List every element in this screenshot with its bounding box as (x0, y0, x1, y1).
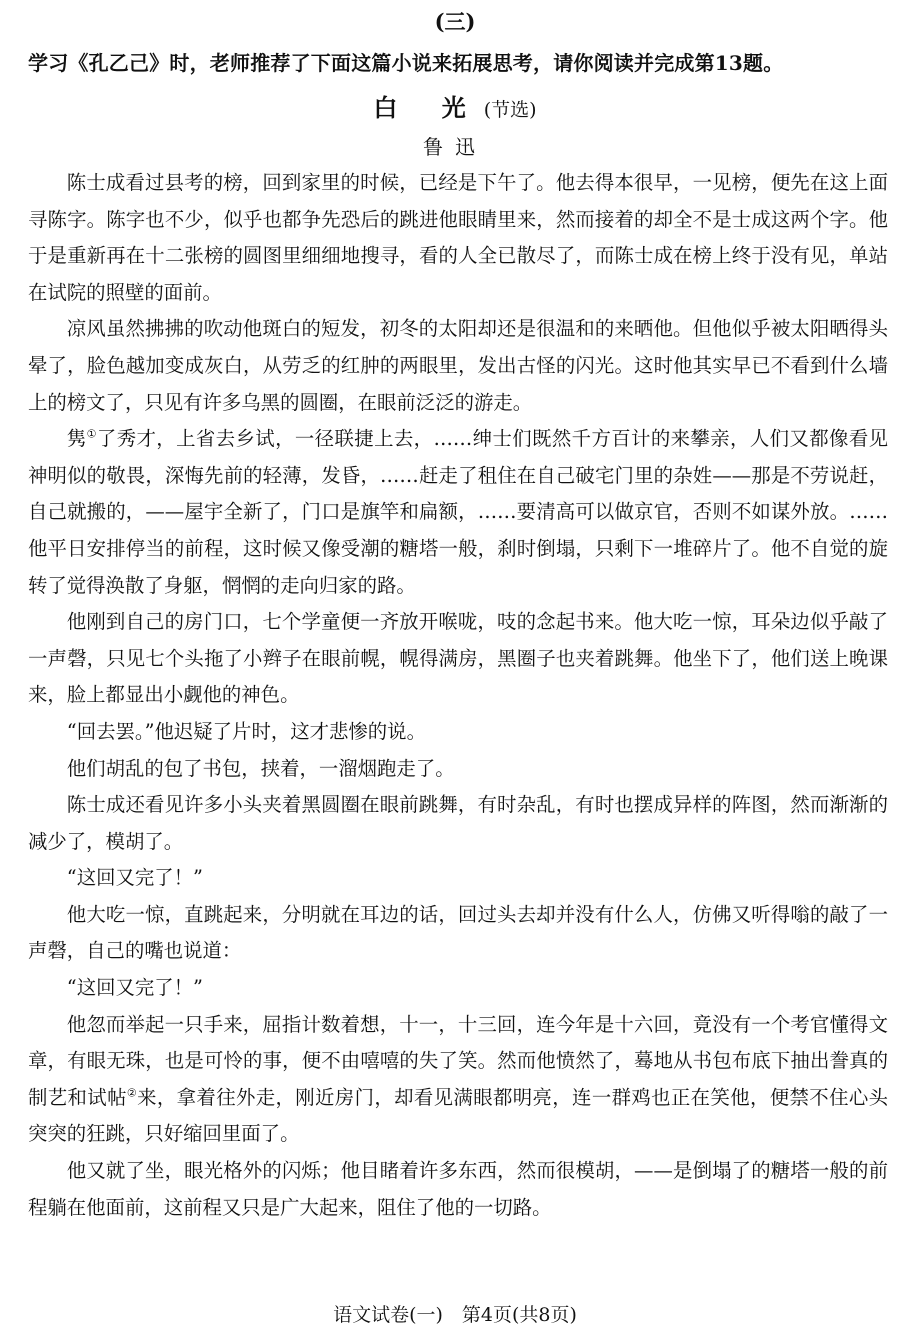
reading-instruction: 学习《孔乙己》时，老师推荐了下面这篇小说来拓展思考，请你阅读并完成第13题。 (28, 51, 784, 75)
article-title-row (0, 88, 910, 123)
article-title: 白 光 (373, 93, 484, 122)
paragraph-text: 他忽而举起一只手来，屈指计数着想，十一，十三回，连今年是十六回，竟没有一个考官懂得文章，有眼无珠，也是可怜的事，便不由嘻嘻的失了笑。然而他愤然了，蓦地从书包布底下抽出誊真的制艺和试帖 (28, 1012, 888, 1109)
paragraph: 他刚到自己的房门口，七个学童便一齐放开喉咙，吱的念起书来。他大吃一惊，耳朵边似乎敲了一声磬，只见七个头拖了小辫子在眼前幌，幌得满房，黑圈子也夹着跳舞。他坐下了，他们送上晚课来，脸上都显出小觑他的神色。 (28, 610, 888, 707)
footnote-marker: ② (126, 1086, 138, 1100)
paragraph: 他们胡乱的包了书包，挟着，一溜烟跑走了。 (66, 756, 455, 780)
footnote-marker: ① (86, 427, 97, 441)
paragraph-text: 了秀才，上省去乡试，一径联捷上去，……绅士们既然千方百计的来攀亲，人们又都像看见神明似的敬畏，深悔先前的轻薄，发昏，……赶走了租住在自己破宅门里的杂姓——那是不劳说赶，自己就搬的，——屋宇全新了，门口是旗竿和扁额，……要清高可以做京官，否则不如谋外放。……他平日安排停当的前程，这时候又像受潮的糖塔一般，刹时倒塌，只剩下一堆碎片了。他不自觉的旋转了觉得涣散了身躯，惘惘的走向归家的路。 (28, 427, 889, 597)
paragraph (28, 1007, 888, 1153)
paragraph: “这回又完了！” (66, 976, 203, 1000)
paragraph: 他又就了坐，眼光格外的闪烁；他目睹着许多东西，然而很模胡，——是倒塌了的糖塔一般的前程躺在他面前，这前程又只是广大起来，阻住了他的一切路。 (28, 1159, 888, 1219)
paragraph: 陈士成还看见许多小头夹着黑圆圈在眼前跳舞，有时杂乱，有时也摆成异样的阵图，然而渐渐的减少了，模胡了。 (28, 793, 888, 853)
paragraph: 他大吃一惊，直跳起来，分明就在耳边的话，回过头去却并没有什么人，仿佛又听得嗡的敲了一声磬，自己的嘴也说道： (28, 902, 888, 963)
paragraph: 凉风虽然拂拂的吹动他斑白的短发，初冬的太阳却还是很温和的来晒他。但他似乎被太阳晒得头晕了，脸色越加变成灰白，从劳乏的红肿的两眼里，发出古怪的闪光。这时他其实早已不看到什么墙上的榜文了，只见有许多乌黑的圆圈，在眼前泛泛的游走。 (28, 317, 888, 414)
article-body (28, 165, 888, 1226)
paragraph (28, 421, 888, 604)
article-author: 鲁迅 (423, 135, 487, 159)
paragraph-text: 来，拿着往外走，刚近房门，却看见满眼都明亮，连一群鸡也正在笑他，便禁不住心头突突的狂跳，只好缩回里面了。 (28, 1085, 889, 1146)
paragraph: “回去罢。”他迟疑了片时，这才悲惨的说。 (66, 719, 426, 743)
paragraph: “这回又完了！” (66, 866, 203, 890)
article-subtitle: (节选) (483, 99, 537, 121)
section-number: (三) (434, 9, 476, 34)
paragraph-text: 隽 (66, 427, 87, 451)
paragraph: 陈士成看过县考的榜，回到家里的时候，已经是下午了。他去得本很早，一见榜，便先在这上面寻陈字。陈字也不少，似乎也都争先恐后的跳进他眼睛里来，然而接着的却全不是士成这两个字。他于是重新再在十二张榜的圆图里细细地搜寻，看的人全已散尽了，而陈士成在榜上终于没有见，单站在试院的照壁的面前。 (28, 171, 888, 304)
page-footer: 语文试卷(一) 第4页(共8页) (333, 1304, 577, 1326)
